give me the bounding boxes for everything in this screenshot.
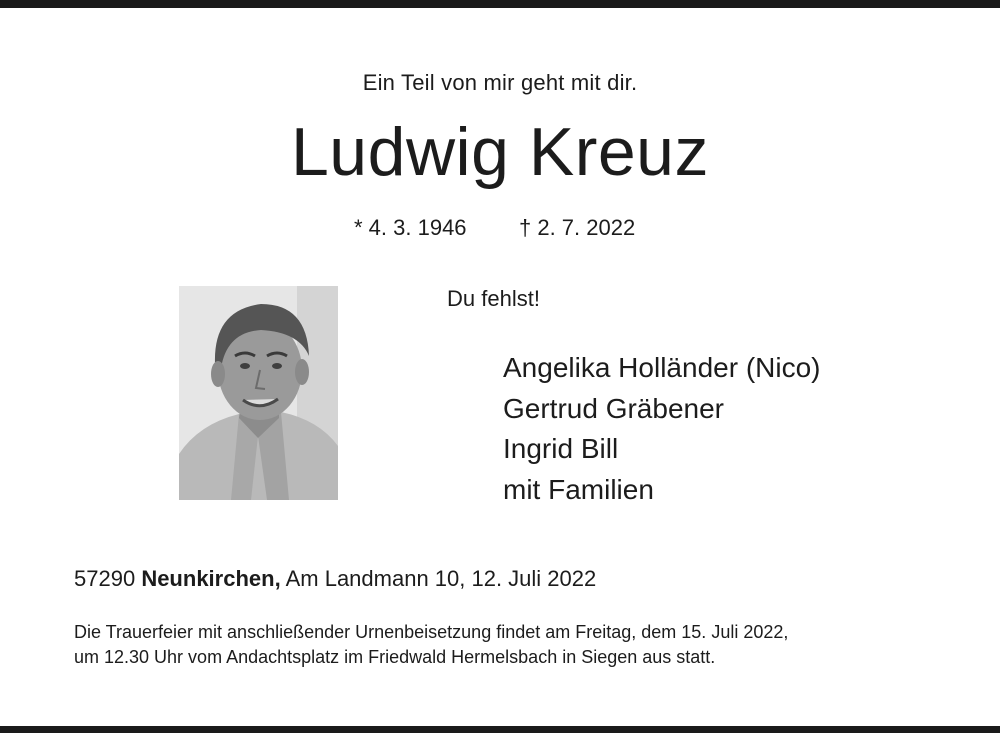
death-date: † 2. 7. 2022 <box>519 215 636 240</box>
ceremony-line: um 12.30 Uhr vom Andachtsplatz im Friedwald Hermelsbach in Siegen aus statt. <box>74 647 716 667</box>
mourner-name: Gertrud Gräbener <box>503 392 724 424</box>
closing-phrase: Du fehlst! <box>447 286 540 311</box>
postal-code: 57290 <box>74 566 136 591</box>
deceased-name: Ludwig Kreuz <box>290 114 710 190</box>
mourners-list <box>503 348 820 510</box>
ceremony-line: Die Trauerfeier mit anschließender Urnenbeisetzung findet am Freitag, dem 15. Juli 2022, <box>74 622 789 642</box>
bottom-border <box>0 726 1000 733</box>
mourner-name: Angelika Holländer (Nico) <box>503 352 821 383</box>
mourner-families: mit Familien <box>503 473 654 505</box>
birth-date: * 4. 3. 1946 <box>354 215 467 240</box>
motto: Ein Teil von mir geht mit dir. <box>362 70 638 95</box>
top-border <box>0 0 1000 8</box>
ceremony-info <box>74 620 954 670</box>
portrait-photo <box>179 286 338 500</box>
place-and-date <box>74 566 596 592</box>
city: Neunkirchen, <box>141 566 281 591</box>
mourner-name: Ingrid Bill <box>503 433 619 464</box>
address-date: Am Landmann 10, 12. Juli 2022 <box>285 566 597 591</box>
